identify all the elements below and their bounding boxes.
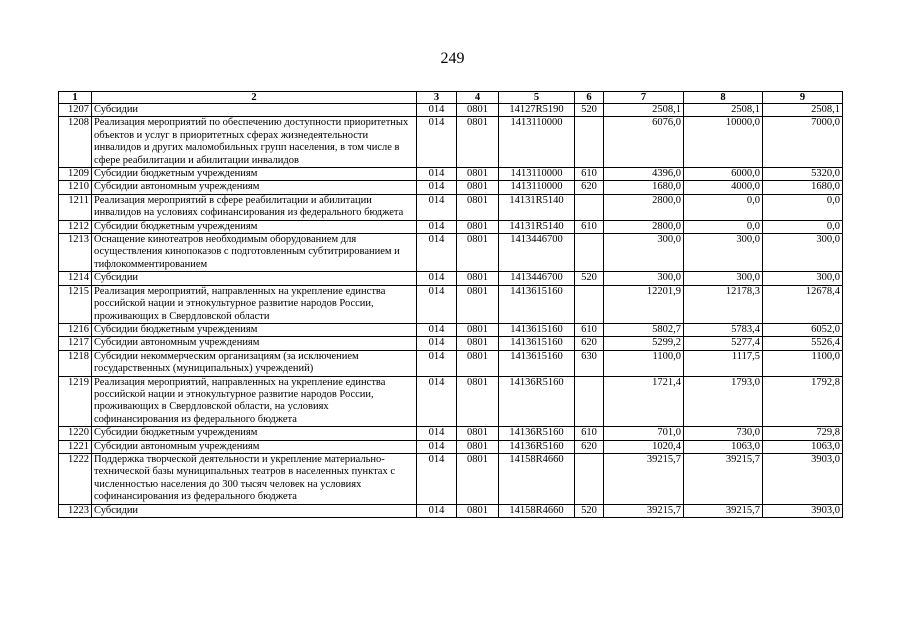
row-number-cell: 1207 xyxy=(59,104,92,117)
target-article-code-cell: 1413446700 xyxy=(499,272,575,285)
section-code-cell: 0801 xyxy=(457,194,499,220)
expense-type-code-cell: 610 xyxy=(575,168,604,181)
section-code-cell: 0801 xyxy=(457,104,499,117)
target-article-code-cell: 1413615160 xyxy=(499,323,575,336)
table-row xyxy=(59,104,843,117)
amount-year-2-cell: 730,0 xyxy=(684,427,763,440)
expense-type-code-cell: 610 xyxy=(575,427,604,440)
row-number-cell: 1223 xyxy=(59,504,92,517)
target-article-code-cell: 14158R4660 xyxy=(499,453,575,504)
expense-type-code-cell: 610 xyxy=(575,323,604,336)
row-number-cell: 1220 xyxy=(59,427,92,440)
table-row xyxy=(59,272,843,285)
amount-year-2-cell: 10000,0 xyxy=(684,117,763,168)
ministry-code-cell: 014 xyxy=(417,117,457,168)
section-code-cell: 0801 xyxy=(457,440,499,453)
row-number-cell: 1213 xyxy=(59,234,92,272)
item-name-cell: Субсидии автономным учреждениям xyxy=(92,337,417,350)
amount-year-2-cell: 0,0 xyxy=(684,194,763,220)
target-article-code-cell: 14136R5160 xyxy=(499,427,575,440)
header-row xyxy=(59,92,843,104)
amount-year-3-cell: 2508,1 xyxy=(763,104,843,117)
row-number-cell: 1219 xyxy=(59,376,92,427)
amount-year-1-cell: 4396,0 xyxy=(604,168,684,181)
row-number-cell: 1210 xyxy=(59,181,92,194)
table-row xyxy=(59,427,843,440)
item-name-cell: Реализация мероприятий, направленных на укрепление единства российской нации и этнокультурное развитие народов России, проживающих в Свердловской области xyxy=(92,285,417,323)
column-header-1: 1 xyxy=(59,92,92,104)
row-number-cell: 1222 xyxy=(59,453,92,504)
item-name-cell: Субсидии автономным учреждениям xyxy=(92,440,417,453)
amount-year-3-cell: 5320,0 xyxy=(763,168,843,181)
amount-year-3-cell: 3903,0 xyxy=(763,453,843,504)
expense-type-code-cell xyxy=(575,376,604,427)
expense-type-code-cell: 630 xyxy=(575,350,604,376)
row-number-cell: 1217 xyxy=(59,337,92,350)
amount-year-1-cell: 1680,0 xyxy=(604,181,684,194)
table-row xyxy=(59,285,843,323)
amount-year-3-cell: 1063,0 xyxy=(763,440,843,453)
amount-year-1-cell: 1721,4 xyxy=(604,376,684,427)
amount-year-1-cell: 300,0 xyxy=(604,234,684,272)
amount-year-3-cell: 0,0 xyxy=(763,220,843,233)
ministry-code-cell: 014 xyxy=(417,194,457,220)
expense-type-code-cell: 620 xyxy=(575,181,604,194)
item-name-cell: Субсидии бюджетным учреждениям xyxy=(92,168,417,181)
amount-year-2-cell: 300,0 xyxy=(684,272,763,285)
target-article-code-cell: 1413110000 xyxy=(499,117,575,168)
amount-year-2-cell: 1793,0 xyxy=(684,376,763,427)
amount-year-1-cell: 2800,0 xyxy=(604,194,684,220)
amount-year-1-cell: 39215,7 xyxy=(604,453,684,504)
table-row xyxy=(59,440,843,453)
item-name-cell: Реализация мероприятий в сфере реабилитации и абилитации инвалидов на условиях софинансирования из федерального бюджета xyxy=(92,194,417,220)
section-code-cell: 0801 xyxy=(457,234,499,272)
ministry-code-cell: 014 xyxy=(417,104,457,117)
amount-year-1-cell: 300,0 xyxy=(604,272,684,285)
table-row xyxy=(59,323,843,336)
row-number-cell: 1215 xyxy=(59,285,92,323)
target-article-code-cell: 14136R5160 xyxy=(499,376,575,427)
amount-year-3-cell: 300,0 xyxy=(763,234,843,272)
amount-year-1-cell: 2508,1 xyxy=(604,104,684,117)
ministry-code-cell: 014 xyxy=(417,323,457,336)
section-code-cell: 0801 xyxy=(457,323,499,336)
amount-year-3-cell: 0,0 xyxy=(763,194,843,220)
target-article-code-cell: 1413110000 xyxy=(499,181,575,194)
item-name-cell: Субсидии xyxy=(92,104,417,117)
target-article-code-cell: 14127R5190 xyxy=(499,104,575,117)
section-code-cell: 0801 xyxy=(457,220,499,233)
section-code-cell: 0801 xyxy=(457,427,499,440)
expense-type-code-cell xyxy=(575,117,604,168)
item-name-cell: Субсидии xyxy=(92,504,417,517)
target-article-code-cell: 14131R5140 xyxy=(499,194,575,220)
item-name-cell: Оснащение кинотеатров необходимым оборудованием для осуществления кинопоказов с подготовленным субтитрированием и тифлокомментированием xyxy=(92,234,417,272)
item-name-cell: Поддержка творческой деятельности и укрепление материально-технической базы муниципальных театров в населенных пунктах с численностью населения до 300 тысяч человек на условиях софинансирования из федерального бюджета xyxy=(92,453,417,504)
row-number-cell: 1221 xyxy=(59,440,92,453)
ministry-code-cell: 014 xyxy=(417,504,457,517)
amount-year-1-cell: 1100,0 xyxy=(604,350,684,376)
table-row xyxy=(59,504,843,517)
row-number-cell: 1214 xyxy=(59,272,92,285)
column-header-5: 5 xyxy=(499,92,575,104)
amount-year-2-cell: 5783,4 xyxy=(684,323,763,336)
amount-year-2-cell: 0,0 xyxy=(684,220,763,233)
table-row xyxy=(59,234,843,272)
ministry-code-cell: 014 xyxy=(417,337,457,350)
ministry-code-cell: 014 xyxy=(417,285,457,323)
column-header-4: 4 xyxy=(457,92,499,104)
ministry-code-cell: 014 xyxy=(417,350,457,376)
amount-year-2-cell: 6000,0 xyxy=(684,168,763,181)
amount-year-1-cell: 701,0 xyxy=(604,427,684,440)
target-article-code-cell: 1413615160 xyxy=(499,337,575,350)
row-number-cell: 1208 xyxy=(59,117,92,168)
expense-type-code-cell: 620 xyxy=(575,337,604,350)
amount-year-1-cell: 1020,4 xyxy=(604,440,684,453)
section-code-cell: 0801 xyxy=(457,453,499,504)
ministry-code-cell: 014 xyxy=(417,376,457,427)
amount-year-2-cell: 5277,4 xyxy=(684,337,763,350)
ministry-code-cell: 014 xyxy=(417,440,457,453)
section-code-cell: 0801 xyxy=(457,376,499,427)
target-article-code-cell: 14158R4660 xyxy=(499,504,575,517)
expense-type-code-cell: 520 xyxy=(575,104,604,117)
item-name-cell: Реализация мероприятий по обеспечению доступности приоритетных объектов и услуг в приоритетных сферах жизнедеятельности инвалидов и других маломобильных групп населения, в том числе в сфере реабилитации и абилитации инвалидов xyxy=(92,117,417,168)
amount-year-3-cell: 1680,0 xyxy=(763,181,843,194)
table-row xyxy=(59,168,843,181)
amount-year-1-cell: 2800,0 xyxy=(604,220,684,233)
page-number: 249 xyxy=(440,50,465,67)
ministry-code-cell: 014 xyxy=(417,427,457,440)
column-header-3: 3 xyxy=(417,92,457,104)
row-number-cell: 1216 xyxy=(59,323,92,336)
amount-year-1-cell: 12201,9 xyxy=(604,285,684,323)
amount-year-3-cell: 1792,8 xyxy=(763,376,843,427)
target-article-code-cell: 1413446700 xyxy=(499,234,575,272)
section-code-cell: 0801 xyxy=(457,272,499,285)
column-header-2: 2 xyxy=(92,92,417,104)
section-code-cell: 0801 xyxy=(457,504,499,517)
row-number-cell: 1218 xyxy=(59,350,92,376)
section-code-cell: 0801 xyxy=(457,285,499,323)
amount-year-3-cell: 7000,0 xyxy=(763,117,843,168)
amount-year-3-cell: 729,8 xyxy=(763,427,843,440)
amount-year-2-cell: 2508,1 xyxy=(684,104,763,117)
target-article-code-cell: 14136R5160 xyxy=(499,440,575,453)
section-code-cell: 0801 xyxy=(457,117,499,168)
section-code-cell: 0801 xyxy=(457,337,499,350)
ministry-code-cell: 014 xyxy=(417,272,457,285)
amount-year-2-cell: 39215,7 xyxy=(684,453,763,504)
item-name-cell: Субсидии бюджетным учреждениям xyxy=(92,220,417,233)
table-row xyxy=(59,117,843,168)
table-row xyxy=(59,337,843,350)
column-header-8: 8 xyxy=(684,92,763,104)
item-name-cell: Субсидии бюджетным учреждениям xyxy=(92,323,417,336)
column-header-9: 9 xyxy=(763,92,843,104)
amount-year-1-cell: 39215,7 xyxy=(604,504,684,517)
ministry-code-cell: 014 xyxy=(417,234,457,272)
expense-type-code-cell: 520 xyxy=(575,272,604,285)
amount-year-2-cell: 12178,3 xyxy=(684,285,763,323)
amount-year-1-cell: 6076,0 xyxy=(604,117,684,168)
target-article-code-cell: 1413615160 xyxy=(499,350,575,376)
table-row xyxy=(59,181,843,194)
amount-year-2-cell: 4000,0 xyxy=(684,181,763,194)
expense-type-code-cell xyxy=(575,285,604,323)
expense-type-code-cell xyxy=(575,194,604,220)
column-header-6: 6 xyxy=(575,92,604,104)
amount-year-2-cell: 39215,7 xyxy=(684,504,763,517)
amount-year-3-cell: 12678,4 xyxy=(763,285,843,323)
row-number-cell: 1212 xyxy=(59,220,92,233)
item-name-cell: Субсидии автономным учреждениям xyxy=(92,181,417,194)
column-header-7: 7 xyxy=(604,92,684,104)
table-body xyxy=(59,104,843,518)
ministry-code-cell: 014 xyxy=(417,220,457,233)
ministry-code-cell: 014 xyxy=(417,453,457,504)
amount-year-3-cell: 1100,0 xyxy=(763,350,843,376)
table-row xyxy=(59,453,843,504)
budget-table xyxy=(58,91,843,518)
item-name-cell: Субсидии xyxy=(92,272,417,285)
item-name-cell: Субсидии некоммерческим организациям (за исключением государственных (муниципальных) учреждений) xyxy=(92,350,417,376)
target-article-code-cell: 14131R5140 xyxy=(499,220,575,233)
item-name-cell: Реализация мероприятий, направленных на укрепление единства российской нации и этнокультурное развитие народов России, проживающих в Свердловской области, на условиях софинансирования из федерального бюджета xyxy=(92,376,417,427)
amount-year-2-cell: 1063,0 xyxy=(684,440,763,453)
table-row xyxy=(59,376,843,427)
amount-year-3-cell: 5526,4 xyxy=(763,337,843,350)
table-row xyxy=(59,220,843,233)
section-code-cell: 0801 xyxy=(457,181,499,194)
amount-year-1-cell: 5802,7 xyxy=(604,323,684,336)
expense-type-code-cell: 620 xyxy=(575,440,604,453)
amount-year-3-cell: 3903,0 xyxy=(763,504,843,517)
target-article-code-cell: 1413615160 xyxy=(499,285,575,323)
expense-type-code-cell: 610 xyxy=(575,220,604,233)
section-code-cell: 0801 xyxy=(457,350,499,376)
amount-year-3-cell: 300,0 xyxy=(763,272,843,285)
row-number-cell: 1211 xyxy=(59,194,92,220)
amount-year-2-cell: 300,0 xyxy=(684,234,763,272)
expense-type-code-cell xyxy=(575,453,604,504)
amount-year-1-cell: 5299,2 xyxy=(604,337,684,350)
table-row xyxy=(59,194,843,220)
expense-type-code-cell xyxy=(575,234,604,272)
target-article-code-cell: 1413110000 xyxy=(499,168,575,181)
amount-year-2-cell: 1117,5 xyxy=(684,350,763,376)
table-row xyxy=(59,350,843,376)
expense-type-code-cell: 520 xyxy=(575,504,604,517)
amount-year-3-cell: 6052,0 xyxy=(763,323,843,336)
item-name-cell: Субсидии бюджетным учреждениям xyxy=(92,427,417,440)
ministry-code-cell: 014 xyxy=(417,181,457,194)
section-code-cell: 0801 xyxy=(457,168,499,181)
ministry-code-cell: 014 xyxy=(417,168,457,181)
row-number-cell: 1209 xyxy=(59,168,92,181)
